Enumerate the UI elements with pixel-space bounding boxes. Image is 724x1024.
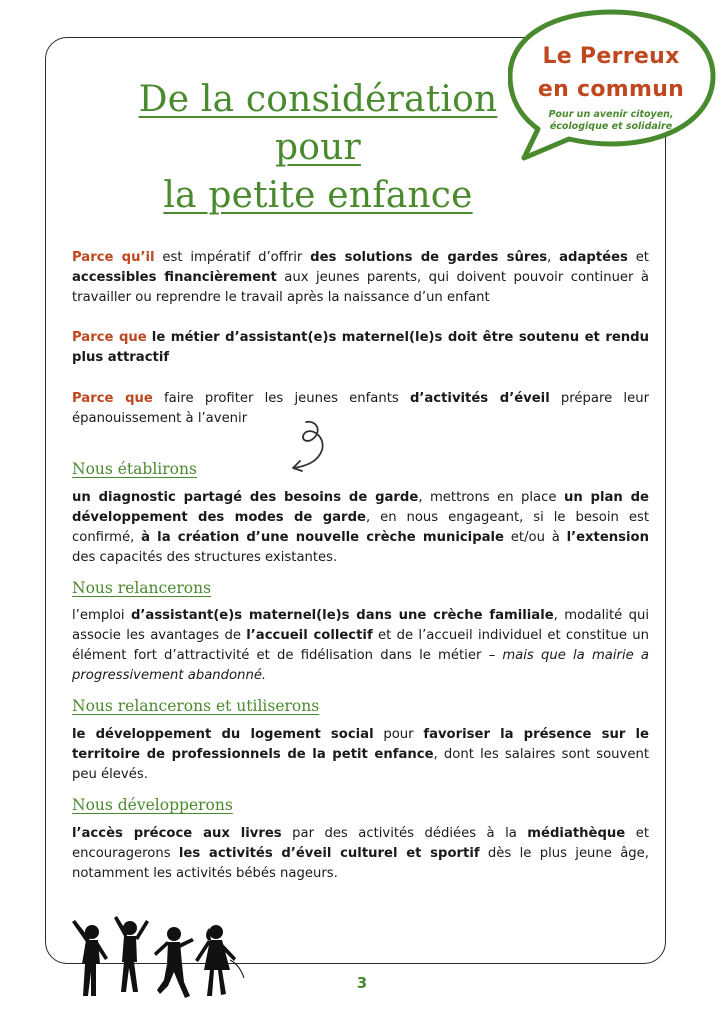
children-silhouettes-icon [68,912,248,1002]
logo-speech-bubble [508,6,722,162]
curly-arrow-icon [286,418,330,474]
section-heading: Nous relancerons [72,579,212,597]
section-body: l’emploi d’assistant(e)s maternel(le)s dans une crèche familiale, modalité qui associe les avantages de l’accueil collectif et de l’accueil individuel et constitue un élément fort d’attractivité et de fidélisation dans le métier – mais que la mairie a progressivement abandonné. [72,608,649,683]
logo-line-2: en commun [537,77,685,102]
section-body: un diagnostic partagé des besoins de garde, mettrons en place un plan de développement des modes de garde, en nous engageant, si le besoin est confirmé, à la création d’une nouvelle crèche municipale et/ou à l’extension des capacités des structures existantes. [72,490,650,565]
page-number: 3 [356,974,368,992]
section-body: l’accès précoce aux livres par des activités dédiées à la médiathèque et encouragerons les activités d’éveil culturel et sportif dès le plus jeune âge, notamment les activités bébés nageurs. [72,826,650,881]
section-heading: Nous établirons [72,460,197,478]
section-body: le développement du logement social pour favoriser la présence sur le territoire de professionnels de la petit enfance, dont les salaires sont souvent peu élevés. [72,727,649,782]
logo-line-1: Le Perreux [542,44,680,69]
reason-1: Parce qu’il est impératif d’offrir des solutions de gardes sûres, adaptées et accessibles financièrement aux jeunes parents, qui doivent pouvoir continuer à travailler ou reprendre le travail après la naissance d’un enfant [72,250,649,305]
reason-3: Parce que faire profiter les jeunes enfants d’activités d’éveil prépare leur épanouissement à l’avenir [72,391,649,426]
section-heading: Nous développerons [72,796,233,814]
section-heading: Nous relancerons et utiliserons [72,697,320,715]
reason-2: Parce que le métier d’assistant(e)s maternel(le)s doit être soutenu et rendu plus attractif [72,330,649,365]
page-title: De la considération pour la petite enfance [138,79,498,216]
logo-tagline: Pour un avenir citoyen, écologique et solidaire [548,109,674,132]
